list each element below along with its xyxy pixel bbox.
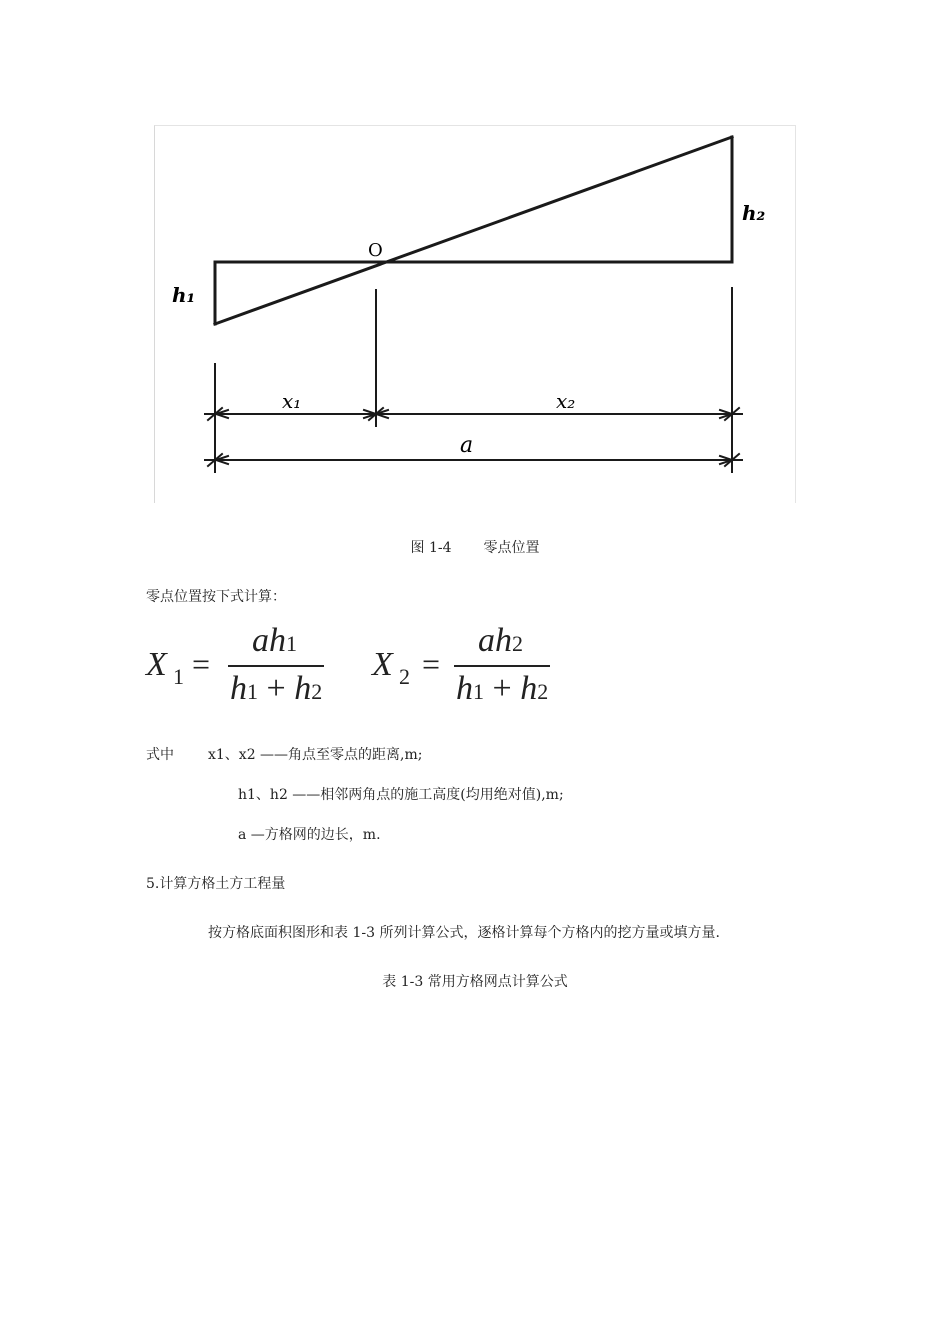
label-h2: h₂ bbox=[742, 201, 766, 225]
dimension-ticks bbox=[208, 408, 739, 466]
section-body: 按方格底面积图形和表 1-3 所列计算公式，逐格计算每个方格内的挖方量或填方量. bbox=[208, 925, 720, 941]
formula-x1-denominator: h1 + h2 bbox=[230, 670, 323, 707]
zero-point-diagram bbox=[0, 0, 950, 520]
figure-title: 零点位置 bbox=[483, 540, 540, 556]
formula-x1-lhs-sub: 1 bbox=[173, 664, 184, 689]
figure-number: 图 1-4 bbox=[410, 540, 452, 556]
figure-caption bbox=[0, 537, 950, 557]
formula-x1-fraction-bar bbox=[228, 665, 324, 667]
definition-x: x1、x2 ——角点至零点的距离,m; bbox=[208, 747, 423, 763]
intro-text: 零点位置按下式计算： bbox=[146, 589, 286, 605]
definition-a: a —方格网的边长，m. bbox=[238, 827, 381, 843]
formula-x2-numerator: ah2 bbox=[478, 622, 523, 659]
formula-x2-lhs: X bbox=[372, 646, 393, 683]
arrow-heads bbox=[216, 410, 732, 464]
formula-x2-denominator: h1 + h2 bbox=[456, 670, 549, 707]
formula-x1-numerator: ah1 bbox=[252, 622, 297, 659]
label-h1: h₁ bbox=[172, 283, 196, 307]
label-a: a bbox=[460, 433, 474, 458]
label-x1: x₁ bbox=[282, 389, 302, 413]
label-x2: x₂ bbox=[556, 389, 576, 413]
definition-h: h1、h2 ——相邻两角点的施工高度(均用绝对值),m; bbox=[238, 787, 564, 803]
diagonal-line bbox=[215, 137, 732, 324]
section-heading: 5.计算方格土方工程量 bbox=[146, 876, 286, 892]
formula-x2 bbox=[372, 622, 562, 718]
formula-x2-fraction-bar bbox=[454, 665, 550, 667]
definitions-lead: 式中 bbox=[146, 747, 174, 763]
label-origin: O bbox=[368, 240, 383, 261]
formula-x2-eq: = bbox=[422, 646, 441, 682]
formula-x1-eq: = bbox=[192, 646, 211, 682]
formula-x2-lhs-sub: 2 bbox=[399, 664, 410, 689]
table-caption: 表 1-3 常用方格网点计算公式 bbox=[382, 974, 568, 990]
formula-x1 bbox=[146, 622, 336, 718]
formula-x1-lhs: X bbox=[146, 646, 167, 683]
